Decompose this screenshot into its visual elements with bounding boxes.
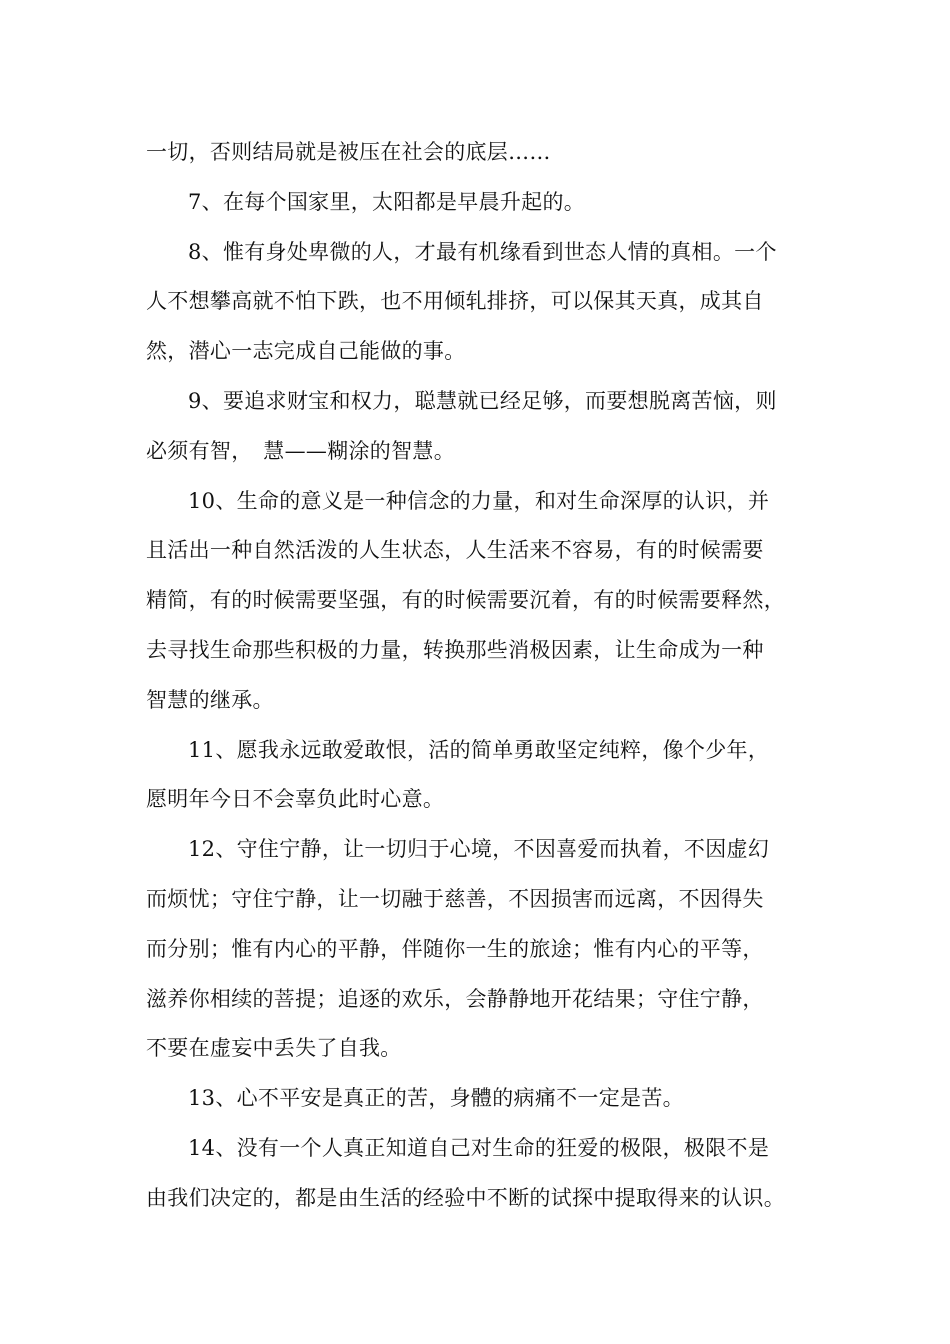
quote-7-line: 7、在每个国家里，太阳都是早晨升起的。 — [188, 189, 586, 214]
text-line: 一切，否则结局就是被压在社会的底层…… — [146, 140, 551, 164]
text-line: 愿明年今日不会辜负此时心意。 — [146, 787, 445, 812]
quote-12-line: 12、守住宁静，让一切归于心境，不因喜爱而执着，不因虚幻 — [188, 837, 770, 862]
text-line: 去寻找生命那些积极的力量，转换那些消极因素，让生命成为一种 — [146, 637, 764, 662]
text-line: 滋养你相续的菩提；追逐的欢乐，会静静地开花结果；守住宁静， — [146, 986, 764, 1011]
quote-8-line: 8、惟有身处卑微的人，才最有机缘看到世态人情的真相。一个 — [188, 239, 777, 264]
text-line: 且活出一种自然活泼的人生状态，人生活来不容易，有的时候需要 — [146, 538, 764, 563]
text-line: 人不想攀高就不怕下跌，也不用倾轧排挤，可以保其天真，成其自 — [146, 289, 764, 314]
document-body — [146, 128, 818, 1224]
text-line: 不要在虚妄中丢失了自我。 — [146, 1036, 402, 1061]
text-line: 然，潜心一志完成自己能做的事。 — [146, 339, 466, 364]
text-line: 精简，有的时候需要坚强，有的时候需要沉着，有的时候需要释然， — [146, 588, 785, 613]
text-line: 而分别；惟有内心的平静，伴随你一生的旅途；惟有内心的平等， — [146, 936, 764, 961]
quote-11-line: 11、愿我永远敢爱敢恨，活的简单勇敢坚定纯粹，像个少年， — [188, 737, 770, 762]
text-line: 而烦忧；守住宁静，让一切融于慈善，不因损害而远离，不因得失 — [146, 886, 764, 911]
quote-10-line: 10、生命的意义是一种信念的力量，和对生命深厚的认识，并 — [188, 488, 770, 513]
text-line: 由我们决定的，都是由生活的经验中不断的试探中提取得来的认识。 — [146, 1185, 785, 1210]
quote-13-line: 13、心不平安是真正的苦，身體的病痛不一定是苦。 — [188, 1086, 684, 1111]
quote-9-line: 9、要追求财宝和权力，聪慧就已经足够，而要想脱离苦恼，则 — [188, 388, 777, 413]
quote-14-line: 14、没有一个人真正知道自己对生命的狂爱的极限，极限不是 — [188, 1135, 770, 1160]
text-line: 智慧的继承。 — [146, 687, 274, 712]
text-line: 必须有智， 慧——糊涂的智慧。 — [146, 438, 455, 463]
